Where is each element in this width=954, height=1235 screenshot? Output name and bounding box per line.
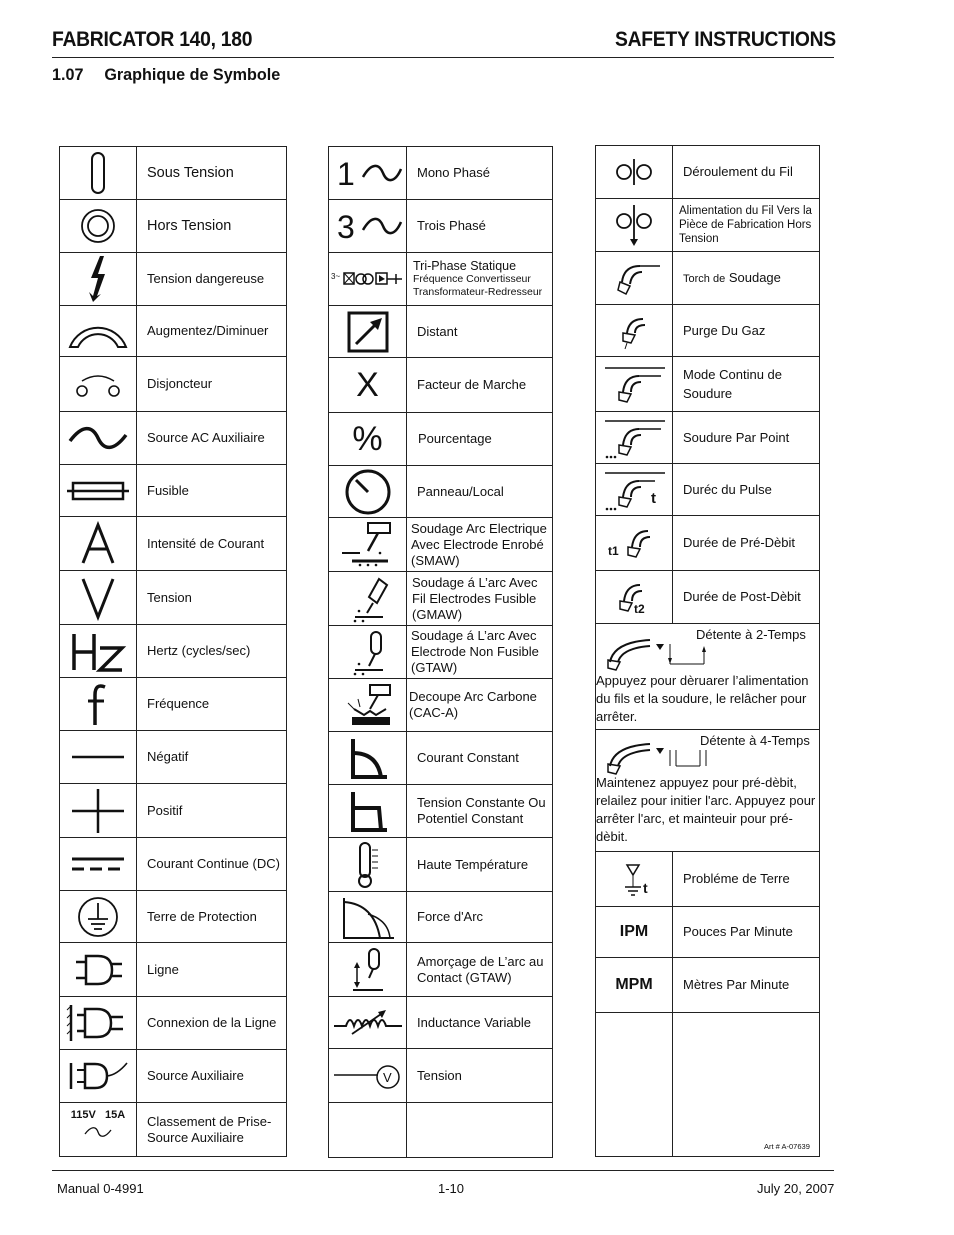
svg-text:3~: 3~ xyxy=(330,272,340,281)
document-title: FABRICATOR 140, 180 xyxy=(52,28,253,51)
touch-start-icon xyxy=(329,943,407,997)
table-row: Panneau/Local xyxy=(329,466,553,518)
table-row xyxy=(329,1103,553,1158)
table-row: Source AC Auxiliaire xyxy=(60,412,287,465)
purge-gas-icon xyxy=(596,305,673,357)
table-row: Source Auxiliaire xyxy=(60,1050,287,1103)
on-icon xyxy=(60,147,137,200)
table-row: Courant Continue (DC) xyxy=(60,838,287,891)
pulse-time-icon xyxy=(596,464,673,516)
table-row: Soudage Arc Electrique Avec Electrode Enrobé (SMAW) xyxy=(329,518,553,572)
line-connection-icon xyxy=(60,997,137,1050)
single-phase-icon xyxy=(329,147,407,200)
art-number: Art # A-07639 xyxy=(764,1142,810,1151)
off-icon xyxy=(60,200,137,253)
table-row: Tension xyxy=(60,571,287,625)
svg-text:t2: t2 xyxy=(634,602,645,616)
table-row: Inductance Variable xyxy=(329,997,553,1049)
svg-text:t: t xyxy=(643,880,648,896)
table-row: % Pourcentage xyxy=(329,413,553,466)
table-row xyxy=(596,1013,820,1157)
three-phase-icon xyxy=(329,200,407,253)
table-row: Purge Du Gaz xyxy=(596,305,820,357)
line-icon xyxy=(60,943,137,997)
gtaw-icon xyxy=(329,626,407,679)
table-row: Haute Température xyxy=(329,838,553,892)
negative-icon xyxy=(60,731,137,784)
table-row: Hertz (cycles/sec) xyxy=(60,625,287,678)
table-row: MPM Mètres Par Minute xyxy=(596,958,820,1013)
wire-feed-icon xyxy=(596,146,673,199)
hertz-icon xyxy=(60,625,137,678)
protective-earth-icon xyxy=(60,891,137,943)
symbol-table-2 xyxy=(328,146,553,1158)
table-row: 1 Mono Phasé xyxy=(329,147,553,200)
positive-icon xyxy=(60,784,137,838)
table-row: Decoupe Arc Carbone (CAC-A) xyxy=(329,679,553,732)
smaw-icon xyxy=(329,518,407,572)
voltage-meter-icon xyxy=(329,1049,407,1103)
symbol-table-3 xyxy=(595,145,820,1157)
table-row: Fusible xyxy=(60,465,287,517)
receptacle-rating-icon: 115V 15A xyxy=(60,1103,137,1157)
svg-text:t1: t1 xyxy=(608,544,619,558)
table-row: Courant Constant xyxy=(329,732,553,785)
mpm-icon: MPM xyxy=(596,958,673,1013)
table-row: Positif xyxy=(60,784,287,838)
constant-voltage-icon xyxy=(329,785,407,838)
table-row: Connexion de la Ligne xyxy=(60,997,287,1050)
table-row: Force d'Arc xyxy=(329,892,553,943)
table-row: Fréquence xyxy=(60,678,287,731)
table-row: Terre de Protection xyxy=(60,891,287,943)
table-row: 3 Trois Phasé xyxy=(329,200,553,253)
ground-fault-icon xyxy=(596,852,673,907)
constant-current-icon xyxy=(329,732,407,785)
svg-text:3: 3 xyxy=(336,209,355,244)
publication-date: July 20, 2007 xyxy=(757,1181,835,1196)
fuse-icon xyxy=(60,465,137,517)
increase-decrease-icon xyxy=(60,306,137,357)
table-row: Soudage á L’arc Avec Fil Electrodes Fusible (GMAW) xyxy=(329,572,553,626)
table-row: Hors Tension xyxy=(60,200,287,253)
table-row: X Facteur de Marche xyxy=(329,358,553,413)
gmaw-icon xyxy=(329,572,407,626)
two-step-trigger-cell: Détente à 2-Temps Appuyez pour dèruarer l’alimentation du fils et la soudure, le relâcher pour arrêter. xyxy=(596,624,820,730)
wire-feed-workpiece-icon xyxy=(596,199,673,252)
table-row: t1 Durée de Pré-Dèbit xyxy=(596,516,820,571)
static-converter-icon xyxy=(329,253,407,306)
table-row: V Tension xyxy=(329,1049,553,1103)
continuous-weld-icon xyxy=(596,357,673,412)
dc-icon xyxy=(60,838,137,891)
section-heading: SAFETY INSTRUCTIONS xyxy=(615,28,836,51)
symbol-table-1 xyxy=(59,146,287,1157)
table-row: Augmentez/Diminuer xyxy=(60,306,287,357)
table-row: Sous Tension xyxy=(60,147,287,200)
table-row: Négatif xyxy=(60,731,287,784)
table-row: Distant xyxy=(329,306,553,358)
ipm-icon: IPM xyxy=(596,907,673,958)
duty-cycle-icon: X xyxy=(329,358,407,413)
table-row: Soudure Par Point xyxy=(596,412,820,464)
frequency-icon xyxy=(60,678,137,731)
header-rule xyxy=(52,57,834,58)
table-row: Soudage á L’arc Avec Electrode Non Fusible (GTAW) xyxy=(329,626,553,679)
page-number: 1-10 xyxy=(438,1181,465,1196)
amperage-icon xyxy=(60,517,137,571)
manual-number: Manual 0-4991 xyxy=(57,1181,144,1196)
footer-rule xyxy=(52,1170,834,1171)
welding-torch-icon xyxy=(596,252,673,305)
spot-weld-icon xyxy=(596,412,673,464)
panel-local-icon xyxy=(329,466,407,518)
circuit-breaker-icon xyxy=(60,357,137,412)
table-row: Tension Constante Ou Potentiel Constant xyxy=(329,785,553,838)
percentage-icon: % xyxy=(329,413,407,466)
table-row: Mode Continu de Soudure xyxy=(596,357,820,412)
table-row: Torch de Soudage xyxy=(596,252,820,305)
section-title: 1.07 Graphique de Symbole xyxy=(52,65,281,84)
table-row: 115V 15A Classement de Prise- Source Auxiliaire xyxy=(60,1103,287,1157)
table-row: IPM Pouces Par Minute xyxy=(596,907,820,958)
voltage-icon xyxy=(60,571,137,625)
table-row xyxy=(596,730,820,852)
table-row: t Probléme de Terre xyxy=(596,852,820,907)
cac-a-icon xyxy=(329,679,407,732)
preflow-time-icon xyxy=(596,516,673,571)
postflow-time-icon xyxy=(596,571,673,624)
table-row: t2 Durée de Post-Dèbit xyxy=(596,571,820,624)
auxiliary-power-icon xyxy=(60,1050,137,1103)
remote-icon xyxy=(329,306,407,358)
four-step-trigger-cell: Détente à 4-Temps Maintenez appuyez pour pré-dèbit, relailez pour initier l'arc. Appuyez pour arrêter l'arc, et mainteuir pour pré-dèbit. xyxy=(596,730,820,852)
arc-force-icon xyxy=(329,892,407,943)
table-row: Amorçage de L’arc au Contact (GTAW) xyxy=(329,943,553,997)
table-row: Tension dangereuse xyxy=(60,253,287,306)
svg-text:V: V xyxy=(382,1069,392,1085)
table-row xyxy=(596,624,820,730)
table-row: Disjoncteur xyxy=(60,357,287,412)
table-row: 3~ Tri-Phase Statique Fréquence Convertisseur Transformateur-Redresseur xyxy=(329,253,553,306)
table-row: t Duréc du Pulse xyxy=(596,464,820,516)
high-temperature-icon xyxy=(329,838,407,892)
table-row: Alimentation du Fil Vers la Pièce de Fabrication Hors Tension xyxy=(596,199,820,252)
table-row: Déroulement du Fil xyxy=(596,146,820,199)
svg-text:t: t xyxy=(651,489,656,507)
svg-text:1: 1 xyxy=(336,156,355,191)
ac-auxiliary-icon xyxy=(60,412,137,465)
table-row: Ligne xyxy=(60,943,287,997)
dangerous-voltage-icon xyxy=(60,253,137,306)
table-row: Intensité de Courant xyxy=(60,517,287,571)
variable-inductance-icon xyxy=(329,997,407,1049)
